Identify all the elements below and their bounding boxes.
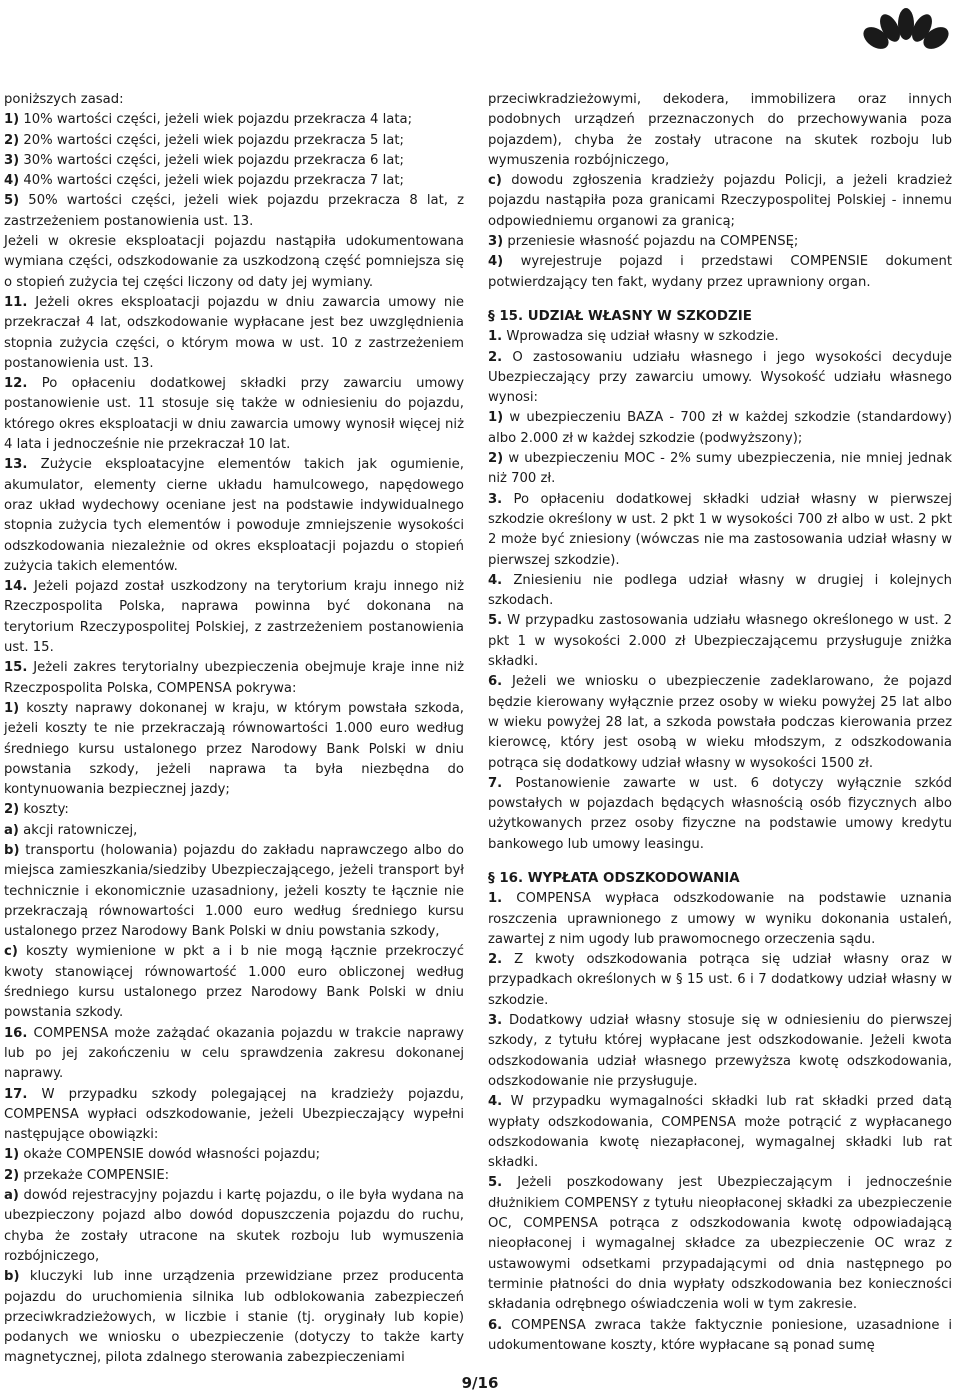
paragraph: [4, 1085, 464, 1146]
paragraph-text: w ubezpieczeniu MOC - 2% sumy ubezpieczenia, nie mniej jednak niż 700 zł.: [488, 451, 952, 487]
item-number: b): [4, 842, 20, 858]
paragraph-text: 10% wartości części, jeżeli wiek pojazdu przekracza 4 lata;: [19, 112, 413, 128]
paragraph-text: COMPENSA może zażądać okazania pojazdu w trakcie naprawy lub po jej zakończeniu w celu sprawdzenia zakresu dokonanej naprawy.: [4, 1025, 464, 1082]
item-number: 1): [4, 700, 20, 716]
section-heading: § 15. UDZIAŁ WŁASNY W SZKODZIE: [488, 308, 752, 324]
right-column: [488, 90, 952, 1356]
paragraph-text: 50% wartości części, jeżeli wiek pojazdu przekracza 8 lat, z zastrzeżeniem postanowienia ust. 13.: [4, 193, 464, 229]
paragraph: [488, 611, 952, 672]
paragraph-text: w ubezpieczeniu BAZA - 700 zł w każdej szkodzie (standardowy) albo 2.000 zł w każdej szkodzie (podwyższony);: [488, 410, 952, 446]
paragraph-text: Po opłaceniu dodatkowej składki udział własny w pierwszej szkodzie określony w ust. 2 pkt 1 w wysokości 700 zł albo w ust. 2 pkt 2 może być zniesiony (wówczas nie ma zastosowania udział własny w pierwszej szkodzie).: [488, 491, 952, 568]
item-number: 12.: [4, 376, 28, 392]
paragraph: [4, 90, 464, 110]
paragraph-text: dowodu zgłoszenia kradzieży pojazdu Policji, a jeżeli kradzież pojazdu nastąpiła poza granicami Rzeczypospolitej Polskiej - innemu odpowiedniemu organowi za granicą;: [488, 173, 952, 229]
paragraph-text: Jeżeli okres eksploatacji pojazdu w dniu zawarcia umowy nie przekraczał 4 lat, odszkodowanie wypłacane jest bez uwzględnienia stopnia zużycia części, o którym mowa w ust. 10 z zastrzeżeniem postanowienia ust. 13.: [4, 294, 464, 371]
item-number: 14.: [4, 579, 28, 595]
paragraph: [488, 449, 952, 490]
paragraph-text: Jeżeli we wniosku o ubezpieczenie zadeklarowano, że pojazd będzie kierowany wyłącznie przez osoby w wieku powyżej 25 lat albo w wieku powyżej 28 lat, a szkoda powstała podczas kierowania przez kierowcę, który jest osobą w wieku młodszym, z odszkodowania potrąca się dodatkowy udział własny w wysokości 1500 zł.: [488, 674, 952, 771]
item-number: 2): [488, 451, 504, 467]
paragraph-text: koszty:: [19, 802, 69, 818]
paragraph: [488, 171, 952, 232]
item-number: 2): [4, 1167, 20, 1183]
item-number: 16.: [4, 1025, 28, 1041]
item-number: 11.: [4, 294, 28, 310]
item-number: 3.: [488, 491, 503, 507]
item-number: 13.: [4, 457, 28, 473]
paragraph-text: akcji ratowniczej,: [18, 822, 138, 838]
paragraph-text: O zastosowaniu udziału własnego i jego wysokości decyduje Ubezpieczający przy zawarciu umowy. Wysokość udziału własnego wynosi:: [488, 349, 952, 406]
paragraph-text: 30% wartości części, jeżeli wiek pojazdu przekracza 6 lat;: [19, 152, 404, 168]
paragraph-text: transportu (holowania) pojazdu do zakładu naprawczego albo do miejsca zamieszkania/siedziby Ubezpieczającego, jeżeli transport był technicznie i ekonomicznie uzasadniony, jeżeli koszty te łącznie nie przekraczają równowartości 1.000 euro według średniego kursu ustalonego przez Narodowy Bank Polski w dniu powstania szkody,: [4, 842, 464, 940]
paragraph: [4, 699, 464, 800]
paragraph-text: Jeżeli w okresie eksploatacji pojazdu nastąpiła udokumentowana wymiana części, odszkodowanie za uszkodzoną część pomniejsza się o stopień zużycia tej części liczony od daty jej wymiany.: [4, 234, 464, 290]
section-gap: [488, 293, 952, 307]
item-number: c): [488, 173, 502, 189]
paragraph: [488, 327, 952, 347]
compensa-logo-icon: [860, 6, 952, 52]
paragraph-text: kluczyki lub inne urządzenia przewidziane przez producenta pojazdu do uruchomienia silnika lub odblokowania zabezpieczeń przeciwkradzieżowych, w liczbie i stanie (tj. oryginały lub kopie) podanych we wniosku o ubezpieczenie (dotyczy to także karty magnetycznej, pilota zdalnego sterowania zabezpieczeniami: [4, 1269, 464, 1366]
paragraph-text: Jeżeli poszkodowany jest Ubezpieczającym i jednocześnie dłużnikiem COMPENSY z tytułu nieopłaconej składki za ubezpieczenie OC, COMPENSA potrąca z odszkodowania kwotę odpowiadającą nieopłaconej i wymagalnej składce za ubezpieczenie OC wraz z ustawowymi odsetkami przypadającymi od dnia następnego po terminie płatności do dnia wypłaty odszkodowania bez konieczności składania odrębnego oświadczenia woli w tym zakresie.: [488, 1175, 952, 1313]
paragraph: [4, 658, 464, 699]
paragraph-text: przekaże COMPENSIE:: [19, 1167, 170, 1183]
paragraph: [4, 171, 464, 191]
item-number: b): [4, 1269, 20, 1285]
paragraph: [4, 1145, 464, 1165]
paragraph: [4, 1186, 464, 1267]
paragraph: [4, 455, 464, 577]
item-number: 4.: [488, 1094, 503, 1110]
item-number: a): [4, 1188, 19, 1204]
paragraph-text: wyrejestruje pojazd i przedstawi COMPENSIE dokument potwierdzający ten fakt, wydany przez uprawniony organ.: [488, 254, 952, 290]
paragraph-text: Zniesieniu nie podlega udział własny w drugiej i kolejnych szkodach.: [488, 572, 952, 609]
paragraph: [488, 1092, 952, 1173]
item-number: 5.: [488, 1175, 503, 1191]
paragraph: [4, 1024, 464, 1085]
paragraph: [4, 374, 464, 455]
paragraph-text: 40% wartości części, jeżeli wiek pojazdu przekracza 7 lat;: [19, 173, 404, 189]
item-number: c): [4, 944, 18, 960]
paragraph: [4, 232, 464, 293]
item-number: 17.: [4, 1086, 28, 1102]
item-number: 1.: [488, 891, 503, 907]
paragraph: [4, 151, 464, 171]
item-number: 2.: [488, 952, 503, 968]
paragraph-text: Jeżeli pojazd został uszkodzony na terytorium kraju innego niż Rzeczpospolita Polska, naprawa powinna być dokonana na terytorium Rzeczypospolitej Polskiej, z zastrzeżeniem postanowienia ust. 15.: [4, 579, 464, 656]
paragraph: [488, 672, 952, 773]
paragraph-text: okaże COMPENSIE dowód własności pojazdu;: [19, 1147, 321, 1163]
paragraph-text: koszty naprawy dokonanej w kraju, w którym powstała szkoda, jeżeli koszty te nie przekraczają równowartości 1.000 euro według średniego kursu ustalonego przez Narodowy Bank Polski w dniu powstania szkody, jeżeli naprawa ta była niezbędna do kontynuowania bezpiecznej jazdy;: [4, 700, 464, 798]
item-number: 4.: [488, 572, 503, 588]
paragraph-text: Po opłaceniu dodatkowej składki przy zawarciu umowy postanowienie ust. 11 stosuje się także w odniesieniu do pojazdu, którego okres eksploatacji w dniu zawarcia umowy wynosił więcej niż 4 lata i jednocześnie nie przekraczał 10 lat.: [4, 376, 464, 453]
section-gap: [488, 855, 952, 869]
paragraph: [4, 841, 464, 942]
paragraph-text: Zużycie eksploatacyjne elementów takich jak ogumienie, akumulator, elementy cierne układu hamulcowego, napędowego oraz układ wydechowy oceniane jest na podstawie indywidualnego stopnia zużycia tych elementów i powoduje zmniejszenie wysokości odszkodowania niezależnie od okres eksploatacji pojazdu o stopień zużycia takich elementów.: [4, 457, 464, 574]
paragraph-text: W przypadku szkody polegającej na kradzieży pojazdu, COMPENSA wypłaci odszkodowanie, jeżeli Ubezpieczający wypełni następujące obowiązki:: [4, 1086, 464, 1143]
item-number: 7.: [488, 775, 503, 791]
item-number: 4): [4, 173, 20, 189]
paragraph: [4, 110, 464, 130]
item-number: 1): [488, 410, 504, 426]
paragraph: [4, 293, 464, 374]
paragraph: [488, 1011, 952, 1092]
item-number: 2): [4, 802, 20, 818]
paragraph-text: COMPENSA zwraca także faktycznie poniesione, uzasadnione i udokumentowane koszty, które wypłacane są ponad sumę: [488, 1317, 952, 1353]
paragraph-text: Z kwoty odszkodowania potrąca się udział własny oraz w przypadkach określonych w § 15 ust. 6 i 7 dodatkowy udział własny w szkodzie.: [488, 952, 952, 1008]
paragraph: [488, 1173, 952, 1315]
item-number: 3): [488, 234, 504, 250]
page-number: 9/16: [461, 1374, 499, 1392]
paragraph-text: Jeżeli zakres terytorialny ubezpieczenia obejmuje kraje inne niż Rzeczpospolita Polska, COMPENSA pokrywa:: [4, 660, 464, 696]
paragraph: [488, 90, 952, 171]
paragraph: [4, 821, 464, 841]
paragraph: [488, 252, 952, 293]
item-number: 5.: [488, 613, 503, 629]
paragraph: [488, 889, 952, 950]
section-heading: § 16. WYPŁATA ODSZKODOWANIA: [488, 870, 740, 886]
paragraph: [4, 577, 464, 658]
paragraph: [488, 950, 952, 1011]
paragraph: [488, 774, 952, 855]
paragraph: [4, 131, 464, 151]
paragraph: [4, 191, 464, 232]
paragraph-text: W przypadku zastosowania udziału własnego określonego w ust. 2 pkt 1 w wysokości 2.000 zł Ubezpieczającemu przysługuje zniżka składki.: [488, 613, 952, 670]
item-number: 1): [4, 1147, 20, 1163]
item-number: 1.: [488, 329, 503, 345]
item-number: 3): [4, 152, 20, 168]
paragraph: [488, 232, 952, 252]
item-number: 2.: [488, 349, 503, 365]
item-number: 4): [488, 254, 504, 270]
item-number: 2): [4, 132, 20, 148]
paragraph: [4, 1166, 464, 1186]
left-column: [4, 90, 464, 1369]
paragraph-text: poniższych zasad:: [4, 92, 124, 107]
paragraph-text: dowód rejestracyjny pojazdu i kartę pojazdu, o ile była wydana na ubezpieczony pojazd albo dowód dopuszczenia pojazdu do ruchu, chyba że zostały utracone na skutek rozboju lub wymuszenia rozbójniczego,: [4, 1188, 464, 1264]
paragraph: [488, 571, 952, 612]
item-number: 3.: [488, 1013, 503, 1029]
item-number: 6.: [488, 674, 503, 690]
paragraph-text: 20% wartości części, jeżeli wiek pojazdu przekracza 5 lat;: [19, 132, 404, 148]
paragraph-text: W przypadku wymagalności składki lub rat składki przed datą wypłaty odszkodowania, COMPENSA może potrącić z wypłacanego odszkodowania kwotę niezapłaconej, wymagalnej składki lub rat składki.: [488, 1094, 952, 1171]
paragraph: [488, 490, 952, 571]
paragraph-text: COMPENSA wypłaca odszkodowanie na podstawie uznania roszczenia uprawnionego z umowy w wyniku dokonania ustaleń, zawartej z nim ugody lub prawomocnego orzeczenia sądu.: [488, 891, 952, 947]
paragraph-text: Dodatkowy udział własny stosuje się w odniesieniu do pierwszej szkody, z tytułu której wypłacane jest odszkodowanie. Jeżeli kwota odszkodowania udział własnego przewyższa kwotę odszkodowania, odszkodowanie nie przysługuje.: [488, 1013, 952, 1089]
paragraph-text: koszty wymienione w pkt a i b nie mogą łącznie przekroczyć kwoty stanowiącej równowartość 1.000 euro obliczonej według średniego kursu ustalonego przez Narodowy Bank Polski w dniu powstania szkody.: [4, 944, 464, 1021]
paragraph: [4, 942, 464, 1023]
paragraph: [4, 800, 464, 820]
item-number: 6.: [488, 1317, 503, 1333]
paragraph-text: Postanowienie zawarte w ust. 6 dotyczy wyłącznie szkód powstałych w pojazdach będących własnością osób fizycznych albo użytkowanych przez osoby fizyczne na podstawie umowy kredytu bankowego lub umowy leasingu.: [488, 775, 952, 852]
item-number: 5): [4, 193, 20, 209]
paragraph-text: przeciwkradzieżowymi, dekodera, immobilizera oraz innych podobnych urządzeń przeznaczonych do przechowywania poza pojazdem), chyba że zostały utracone na skutek rozboju lub wymuszenia rozbójniczego,: [488, 92, 952, 168]
paragraph-text: przeniesie własność pojazdu na COMPENSĘ;: [503, 234, 799, 250]
item-number: 15.: [4, 660, 28, 676]
item-number: 1): [4, 112, 20, 128]
item-number: a): [4, 822, 19, 838]
paragraph: [488, 1316, 952, 1357]
paragraph-text: Wprowadza się udział własny w szkodzie.: [502, 329, 779, 345]
paragraph: [488, 348, 952, 409]
paragraph: [4, 1267, 464, 1368]
paragraph: [488, 408, 952, 449]
